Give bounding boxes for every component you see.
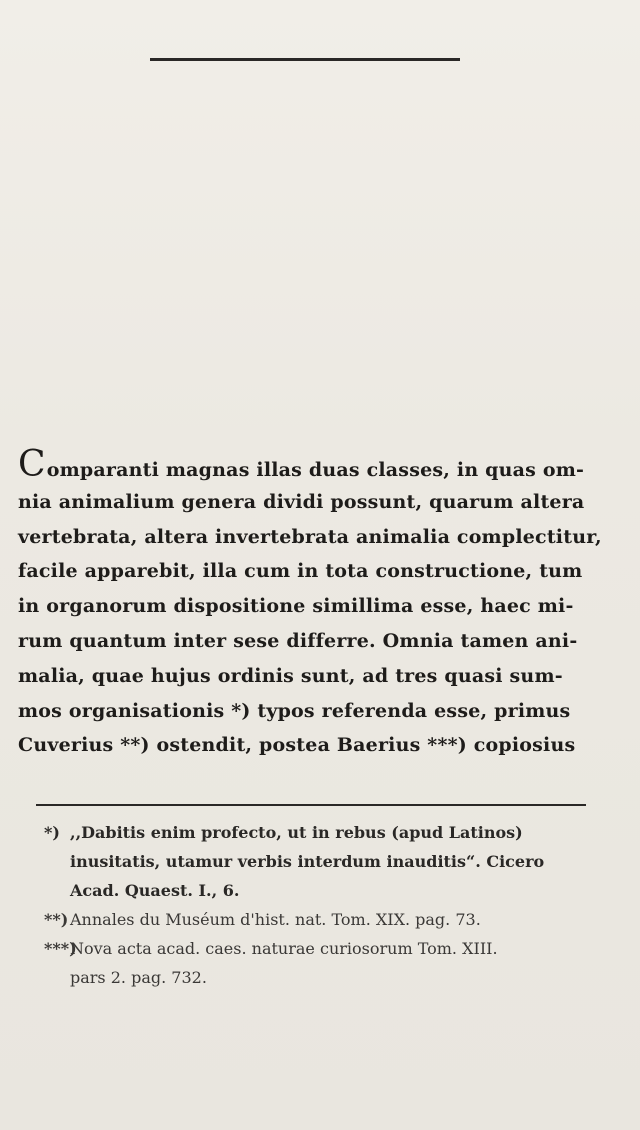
footnote-1-line-2: inusitatis, utamur verbis interdum inauditis“. Cicero xyxy=(70,852,545,871)
initial-letter: C xyxy=(18,444,46,485)
text-line-8-content: mos organisationis *) typos referenda esse, primus xyxy=(18,699,571,722)
text-line-6 xyxy=(18,624,578,659)
text-line-1-content: omparanti magnas illas duas classes, in quas om- xyxy=(46,459,585,481)
main-text-block xyxy=(18,444,602,763)
footnote-3-line-2: pars 2. pag. 732. xyxy=(70,968,207,987)
footnotes-block xyxy=(44,818,604,992)
footnote-1-mark: *) xyxy=(44,823,60,842)
footnote-3-cont-1 xyxy=(44,963,604,992)
footnote-1-cont-2 xyxy=(44,876,604,905)
footnote-1-cont-1 xyxy=(44,847,604,876)
footnote-3 xyxy=(44,934,604,963)
footnote-1-line-3: Acad. Quaest. I., 6. xyxy=(70,881,240,900)
text-line-2 xyxy=(18,485,585,520)
text-line-3 xyxy=(18,520,602,555)
footnote-rule xyxy=(36,804,586,806)
footnote-3-line-1: Nova acta acad. caes. naturae curiosorum Tom. XIII. xyxy=(70,939,498,958)
text-line-4-content: facile apparebit, illa cum in tota constructione, tum xyxy=(18,560,583,583)
text-line-9-content: Cuverius **) ostendit, postea Baerius ***) copiosius xyxy=(18,734,576,757)
footnote-2-mark: **) xyxy=(44,910,69,929)
text-line-6-content: rum quantum inter sese differre. Omnia tamen ani- xyxy=(18,629,578,652)
text-line-7 xyxy=(18,659,578,694)
text-line-8 xyxy=(18,694,578,729)
footnote-2-line-1: Annales du Muséum d'hist. nat. Tom. XIX. pag. 73. xyxy=(70,910,481,929)
top-rule xyxy=(150,58,460,61)
text-line-9 xyxy=(18,728,578,763)
text-line-4 xyxy=(18,554,583,589)
text-line-2-content: nia animalium genera dividi possunt, quarum altera xyxy=(18,490,585,513)
footnote-2 xyxy=(44,905,604,934)
footnote-3-mark: ***) xyxy=(44,939,77,958)
text-line-5-content: in organorum dispositione simillima esse, haec mi- xyxy=(18,595,574,618)
text-line-1 xyxy=(18,444,585,485)
text-line-5 xyxy=(18,589,578,624)
text-line-7-content: malia, quae hujus ordinis sunt, ad tres quasi sum- xyxy=(18,664,563,687)
text-line-3-content: vertebrata, altera invertebrata animalia complectitur, xyxy=(18,525,602,548)
footnote-1 xyxy=(44,818,604,847)
footnote-1-line-1: ,,Dabitis enim profecto, ut in rebus (apud Latinos) xyxy=(70,823,523,842)
